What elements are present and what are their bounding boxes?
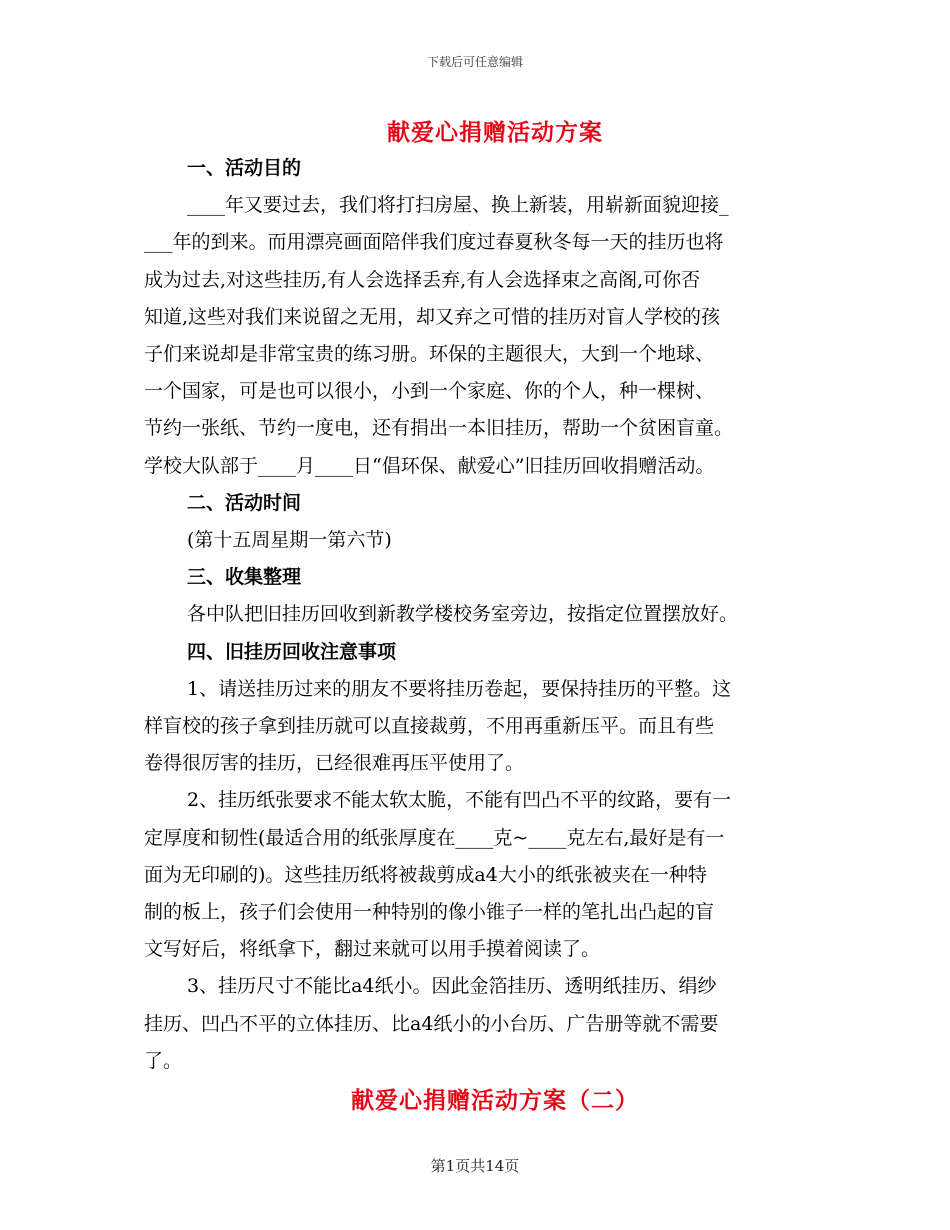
page-header-note: 下载后可任意编辑 <box>426 55 523 69</box>
text-line: 3、挂历尺寸不能比a4纸小。因此金箔挂历、透明纸挂历、绢纱 <box>187 975 717 998</box>
collection-paragraph: 各中队把旧挂历回收到新教学楼校务室旁边，按指定位置摆放好。 <box>187 603 739 626</box>
text-line: 2、挂历纸张要求不能太软太脆，不能有凹凸不平的纹路，要有一 <box>187 789 732 812</box>
text-line: 成为过去,对这些挂历,有人会选择丢弃,有人会选择束之高阁,可你否 <box>144 268 701 291</box>
text-line: 子们来说却是非常宝贵的练习册。环保的主题很大，大到一个地球、 <box>144 343 715 366</box>
text-line: 1、请送挂历过来的朋友不要将挂历卷起，要保持挂历的平整。这 <box>187 677 732 700</box>
document-title-part-2: 献爱心捐赠活动方案（二） <box>351 1087 639 1114</box>
note-item-1 <box>144 671 814 783</box>
text-line: 文写好后，将纸拿下，翻过来就可以用手摸着阅读了。 <box>144 938 601 961</box>
document-body <box>144 150 814 1080</box>
section-heading-purpose: 一、活动目的 <box>187 157 302 179</box>
text-line: 知道,这些对我们来说留之无用，却又弃之可惜的挂历对盲人学校的孩 <box>144 305 721 328</box>
note-item-2 <box>144 782 814 968</box>
text-line: 挂历、凹凸不平的立体挂历、比a4纸小的小台历、广告册等就不需要 <box>144 1012 719 1035</box>
text-line: ___年的到来。而用漂亮画面陪伴我们度过春夏秋冬每一天的挂历也将 <box>144 231 724 254</box>
section-heading-notes: 四、旧挂历回收注意事项 <box>187 640 397 663</box>
text-line: ____年又要过去，我们将打扫房屋、换上新装，用崭新面貌迎接_ <box>187 194 729 217</box>
text-line: 了。 <box>144 1049 183 1072</box>
text-line: 制的板上，孩子们会使用一种特别的像小锥子一样的笔扎出凸起的盲 <box>144 901 715 924</box>
purpose-paragraph <box>144 187 814 485</box>
section-heading-collection: 三、收集整理 <box>187 566 302 589</box>
text-line: 定厚度和韧性(最适合用的纸张厚度在____克~____克左右,最好是有一 <box>144 826 725 849</box>
text-line: 卷得很厉害的挂历，已经很难再压平使用了。 <box>144 752 525 775</box>
time-paragraph: (第十五周星期一第六节) <box>187 529 392 552</box>
page-footer: 第1页共14页 <box>430 1157 520 1175</box>
section-heading-time: 二、活动时间 <box>187 491 302 514</box>
note-item-3 <box>144 968 814 1080</box>
text-line: 节约一张纸、节约一度电，还有捐出一本旧挂历，帮助一个贫困盲童。 <box>144 417 734 440</box>
document-title: 献爱心捐赠活动方案 <box>387 119 603 146</box>
text-line: 一个国家，可是也可以很小，小到一个家庭、你的个人，种一棵树、 <box>144 380 715 403</box>
text-line: 面为无印刷的)。这些挂历纸将被裁剪成a4大小的纸张被夹在一种特 <box>144 863 707 886</box>
text-line: 样盲校的孩子拿到挂历就可以直接裁剪，不用再重新压平。而且有些 <box>144 715 715 738</box>
text-line: 学校大队部于____月____日“倡环保、献爱心”旧挂历回收捐赠活动。 <box>144 454 715 477</box>
